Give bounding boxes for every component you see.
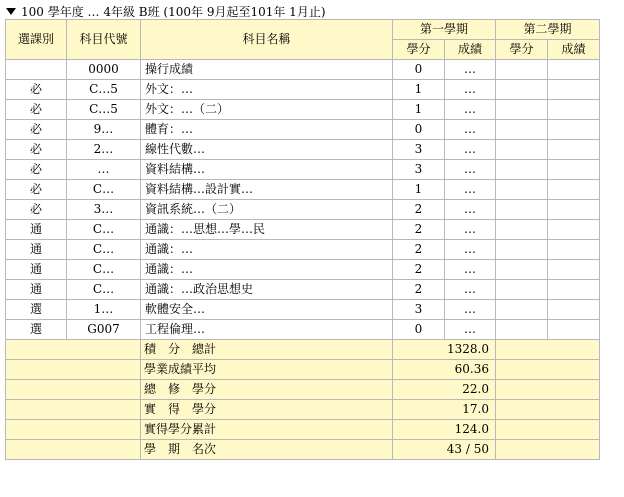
sem1-credit: 1: [393, 180, 445, 200]
sem2-score: [548, 80, 600, 100]
course-type: 通: [6, 280, 67, 300]
course-code: …: [67, 160, 141, 180]
sem1-score: …: [445, 260, 496, 280]
summary-label: 學 期 名次: [141, 440, 393, 460]
sem2-score: [548, 100, 600, 120]
course-row: [6, 160, 600, 180]
col-header-name: 科目名稱: [141, 20, 393, 60]
course-name: 通識：…: [141, 260, 393, 280]
summary-spacer: [6, 400, 141, 420]
col-header-sem2: 第二學期: [496, 20, 600, 40]
sem2-credit: [496, 200, 548, 220]
sem2-score: [548, 280, 600, 300]
course-row: [6, 240, 600, 260]
course-code: 1…: [67, 300, 141, 320]
sem1-credit: 1: [393, 80, 445, 100]
course-row: [6, 200, 600, 220]
sem1-credit: 0: [393, 60, 445, 80]
summary-value: 43 / 50: [393, 440, 496, 460]
course-type: 必: [6, 80, 67, 100]
course-code: C…: [67, 180, 141, 200]
sem2-score: [548, 160, 600, 180]
sem1-score: …: [445, 180, 496, 200]
course-code: C…5: [67, 100, 141, 120]
summary-row: [6, 440, 600, 460]
course-type: 必: [6, 140, 67, 160]
course-type: 必: [6, 160, 67, 180]
col-header-code: 科目代號: [67, 20, 141, 60]
grades-table: [5, 19, 600, 460]
course-code: 2…: [67, 140, 141, 160]
sem1-score: …: [445, 80, 496, 100]
summary-value: 1328.0: [393, 340, 496, 360]
course-row: [6, 320, 600, 340]
sem1-score: …: [445, 220, 496, 240]
sem2-credit: [496, 60, 548, 80]
semester-header[interactable]: [6, 2, 326, 20]
sem2-score: [548, 60, 600, 80]
sem2-credit: [496, 80, 548, 100]
sem2-credit: [496, 240, 548, 260]
course-type: 通: [6, 220, 67, 240]
course-name: 體育：…: [141, 120, 393, 140]
course-name: 工程倫理…: [141, 320, 393, 340]
course-name: 操行成績: [141, 60, 393, 80]
course-type: 必: [6, 100, 67, 120]
course-type: [6, 60, 67, 80]
sem1-credit: 2: [393, 280, 445, 300]
course-name: 外文：…（二）: [141, 100, 393, 120]
course-type: 必: [6, 180, 67, 200]
course-row: [6, 300, 600, 320]
sem2-score: [548, 300, 600, 320]
summary-label: 實 得 學分: [141, 400, 393, 420]
sem2-credit: [496, 320, 548, 340]
summary-label: 學業成績平均: [141, 360, 393, 380]
sem2-score: [548, 140, 600, 160]
summary-value: 60.36: [393, 360, 496, 380]
col-header-sem1: 第一學期: [393, 20, 496, 40]
course-row: [6, 260, 600, 280]
sem2-score: [548, 120, 600, 140]
course-row: [6, 120, 600, 140]
course-type: 選: [6, 300, 67, 320]
sem1-credit: 0: [393, 120, 445, 140]
course-row: [6, 80, 600, 100]
sem1-credit: 2: [393, 240, 445, 260]
sem2-credit: [496, 180, 548, 200]
course-name: 資料結構…設計實…: [141, 180, 393, 200]
sem1-score: …: [445, 120, 496, 140]
col-header-sem2-credit: 學分: [496, 40, 548, 60]
sem2-credit: [496, 120, 548, 140]
sem2-credit: [496, 140, 548, 160]
summary-sem2-value: [496, 360, 600, 380]
sem1-credit: 2: [393, 200, 445, 220]
sem1-score: …: [445, 240, 496, 260]
sem1-credit: 0: [393, 320, 445, 340]
sem1-score: …: [445, 140, 496, 160]
summary-spacer: [6, 360, 141, 380]
sem2-credit: [496, 300, 548, 320]
sem2-credit: [496, 160, 548, 180]
course-name: 外文：…: [141, 80, 393, 100]
sem1-credit: 3: [393, 160, 445, 180]
sem1-score: …: [445, 60, 496, 80]
course-code: C…: [67, 280, 141, 300]
course-row: [6, 280, 600, 300]
course-code: 3…: [67, 200, 141, 220]
summary-value: 124.0: [393, 420, 496, 440]
summary-sem2-value: [496, 340, 600, 360]
course-code: C…: [67, 220, 141, 240]
course-code: C…: [67, 260, 141, 280]
course-name: 資料結構…: [141, 160, 393, 180]
course-row: [6, 60, 600, 80]
sem1-credit: 3: [393, 300, 445, 320]
course-code: G007: [67, 320, 141, 340]
sem2-score: [548, 240, 600, 260]
course-name: 通識：…思想…學…民: [141, 220, 393, 240]
col-header-sem1-score: 成績: [445, 40, 496, 60]
sem2-credit: [496, 280, 548, 300]
course-row: [6, 180, 600, 200]
summary-sem2-value: [496, 400, 600, 420]
summary-row: [6, 380, 600, 400]
summary-spacer: [6, 380, 141, 400]
summary-spacer: [6, 420, 141, 440]
sem1-score: …: [445, 160, 496, 180]
semester-title: 100 學年度 … 4年級 B班 (100年 9月起至101年 1月止): [21, 4, 326, 19]
course-name: 線性代數…: [141, 140, 393, 160]
sem2-score: [548, 180, 600, 200]
sem2-score: [548, 320, 600, 340]
course-name: 通識：…: [141, 240, 393, 260]
sem1-score: …: [445, 280, 496, 300]
summary-row: [6, 360, 600, 380]
course-name: 軟體安全…: [141, 300, 393, 320]
course-code: C…5: [67, 80, 141, 100]
summary-spacer: [6, 440, 141, 460]
sem1-credit: 3: [393, 140, 445, 160]
sem1-score: …: [445, 100, 496, 120]
sem2-credit: [496, 260, 548, 280]
course-row: [6, 220, 600, 240]
summary-row: [6, 420, 600, 440]
course-name: 資訊系統…（二）: [141, 200, 393, 220]
summary-value: 17.0: [393, 400, 496, 420]
course-code: 9…: [67, 120, 141, 140]
course-type: 通: [6, 260, 67, 280]
sem1-score: …: [445, 320, 496, 340]
sem1-score: …: [445, 300, 496, 320]
course-type: 必: [6, 120, 67, 140]
summary-label: 實得學分累計: [141, 420, 393, 440]
sem1-score: …: [445, 200, 496, 220]
summary-value: 22.0: [393, 380, 496, 400]
summary-spacer: [6, 340, 141, 360]
col-header-type: 選課別: [6, 20, 67, 60]
course-code: 0000: [67, 60, 141, 80]
course-row: [6, 140, 600, 160]
course-type: 通: [6, 240, 67, 260]
sem2-score: [548, 220, 600, 240]
summary-label: 總 修 學分: [141, 380, 393, 400]
summary-sem2-value: [496, 420, 600, 440]
course-code: C…: [67, 240, 141, 260]
course-name: 通識：…政治思想史: [141, 280, 393, 300]
summary-sem2-value: [496, 380, 600, 400]
sem2-score: [548, 260, 600, 280]
collapse-triangle-icon[interactable]: [6, 8, 16, 15]
summary-row: [6, 400, 600, 420]
sem1-credit: 1: [393, 100, 445, 120]
summary-label: 積 分 總計: [141, 340, 393, 360]
sem1-credit: 2: [393, 220, 445, 240]
course-type: 必: [6, 200, 67, 220]
col-header-sem1-credit: 學分: [393, 40, 445, 60]
summary-sem2-value: [496, 440, 600, 460]
course-type: 選: [6, 320, 67, 340]
sem1-credit: 2: [393, 260, 445, 280]
col-header-sem2-score: 成績: [548, 40, 600, 60]
summary-row: [6, 340, 600, 360]
sem2-credit: [496, 100, 548, 120]
course-row: [6, 100, 600, 120]
sem2-credit: [496, 220, 548, 240]
sem2-score: [548, 200, 600, 220]
